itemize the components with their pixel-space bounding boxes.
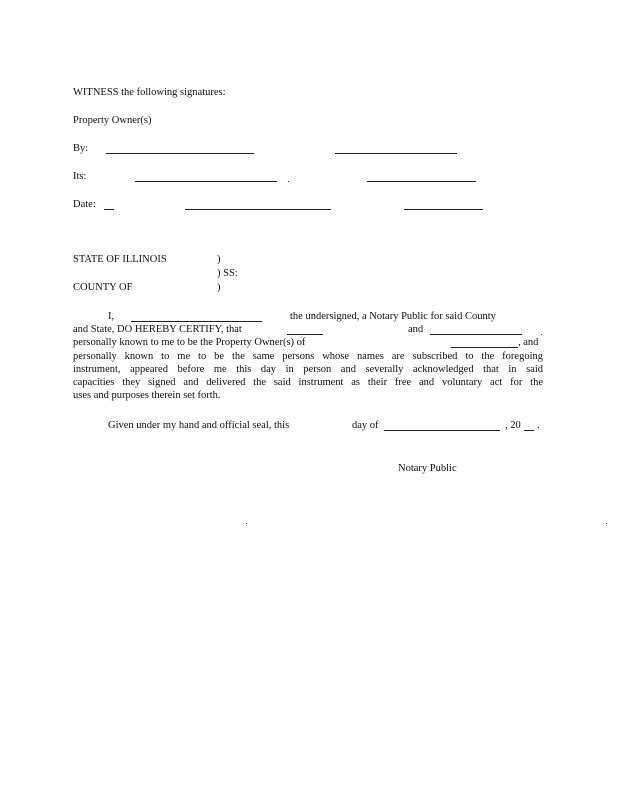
county-label: COUNTY OF: [73, 282, 133, 293]
line2-end-dot: [541, 334, 542, 335]
property-line[interactable]: [451, 347, 518, 348]
year-line[interactable]: [524, 430, 534, 431]
date-label: Date:: [73, 199, 96, 210]
notary-name-line[interactable]: [131, 321, 262, 322]
by-signature-line[interactable]: [106, 153, 254, 154]
venue-paren-top: ): [217, 254, 221, 265]
witness-heading: WITNESS the following signatures:: [73, 87, 226, 98]
day-of-label: day of: [352, 420, 379, 431]
given-text: Given under my hand and official seal, this: [108, 420, 290, 431]
certificate-line4: personally known to me to be the same persons whose names are subscribed to the foregoing: [73, 351, 543, 362]
its-second-title-line[interactable]: [367, 181, 476, 182]
owner-name-line-2[interactable]: [430, 334, 522, 335]
notary-public-label: Notary Public: [398, 463, 457, 474]
owner-name-line-1[interactable]: [287, 334, 323, 335]
certificate-line2-start: and State, DO HEREBY CERTIFY, that: [73, 324, 242, 335]
by-second-signature-line[interactable]: [335, 153, 457, 154]
scan-speck-1: [246, 523, 247, 524]
month-line[interactable]: [384, 430, 500, 431]
scan-speck-2: [606, 523, 607, 524]
certificate-line6: capacities they signed and delivered the said instrument as their free and voluntary act for the: [73, 377, 543, 388]
its-title-line[interactable]: [135, 181, 277, 182]
certificate-line3-end: , and: [518, 337, 539, 348]
given-end-dot: .: [537, 420, 540, 431]
by-label: By:: [73, 143, 89, 154]
certificate-line7: uses and purposes therein set forth.: [73, 390, 221, 401]
date-second-line[interactable]: [404, 209, 483, 210]
certificate-line1: the undersigned, a Notary Public for said County: [290, 311, 496, 322]
certificate-line2-and: and: [408, 324, 424, 335]
year-prefix: , 20: [505, 420, 521, 431]
date-prefix-line: [104, 209, 114, 210]
certificate-i: I,: [108, 311, 115, 322]
venue-paren-bottom: ): [217, 282, 221, 293]
ss-label: ) SS:: [217, 268, 238, 279]
property-owner-label: Property Owner(s): [73, 115, 152, 126]
its-label: Its:: [73, 171, 87, 182]
certificate-line5: instrument, appeared before me this day in person and severally acknowledged that in said: [73, 364, 543, 375]
its-dot-marker: [288, 181, 289, 182]
date-line[interactable]: [185, 209, 331, 210]
certificate-line3-start: personally known to me to be the Property Owner(s) of: [73, 337, 306, 348]
state-label: STATE OF ILLINOIS: [73, 254, 167, 265]
